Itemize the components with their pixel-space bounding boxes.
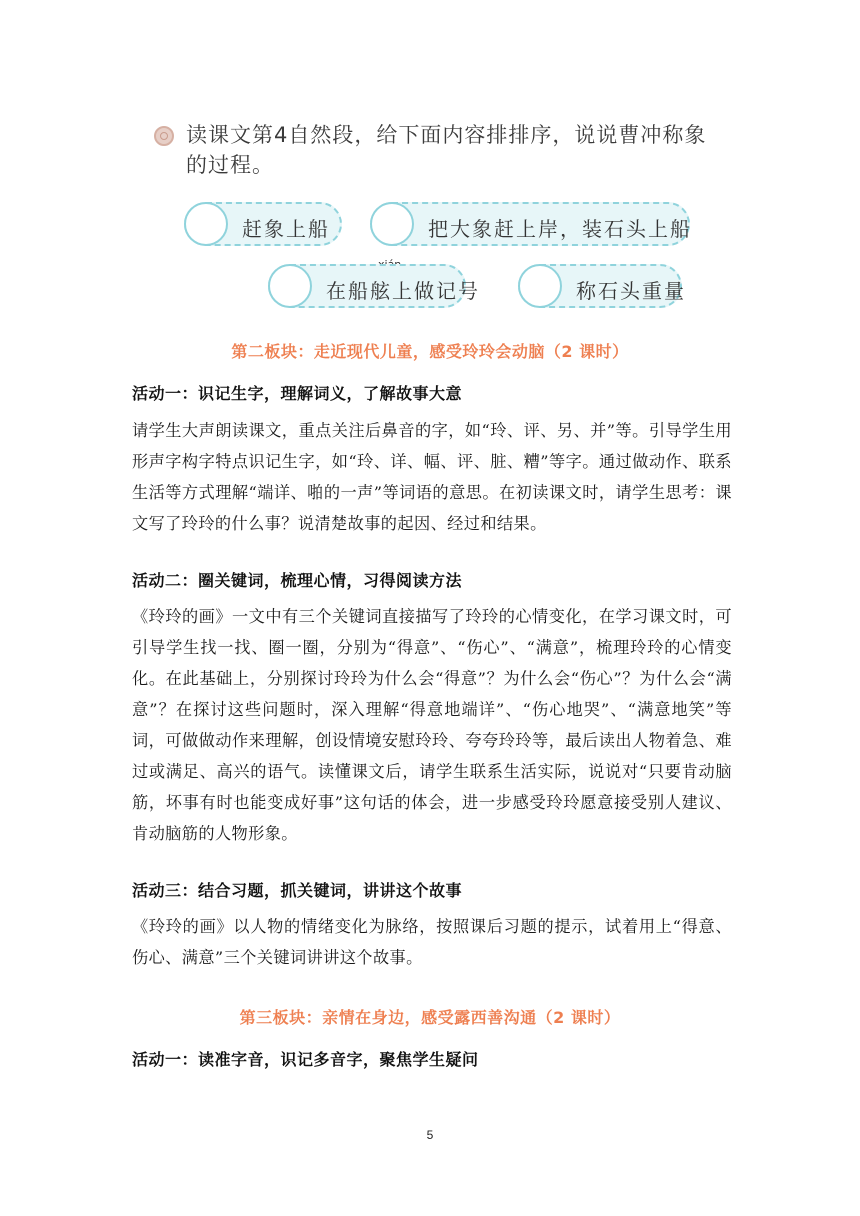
activity-heading: 活动三：结合习题，抓关键词，讲讲这个故事: [132, 881, 463, 900]
paragraph: 《玲玲的画》一文中有三个关键词直接描写了玲玲的心情变化，在学习课文时，可引导学生找一找、圈一圈，分别为“得意”、“伤心”、“满意”，梳理玲玲的心情变化。在此基础上，分别探讨玲玲为什么会“得意”？为什么会“伤心”？为什么会“满意”？在探讨这些问题时，深入理解“得意地端详”、“伤心地哭”、“满意地笑”等词，可做做动作来理解，创设情境安慰玲玲、夸夸玲玲等，最后读出人物着急、难过或满足、高兴的语气。读懂课文后，请学生联系生活实际，说说对“只要肯动脑筋，坏事有时也能变成好事”这句话的体会，进一步感受玲玲愿意接受别人建议、肯动脑筋的人物形象。: [132, 607, 732, 843]
exercise-figure: [140, 106, 744, 320]
option-text: 称石头重量: [576, 279, 686, 303]
page-number: 5: [426, 1128, 434, 1142]
activity-heading: 活动一：识记生字，理解词义，了解故事大意: [132, 384, 463, 403]
answer-circle: [518, 264, 562, 308]
option-pill: [268, 264, 480, 308]
option-pill: [370, 202, 690, 246]
exercise-prompt: 读课文第4自然段，给下面内容排排序，说说曹冲称象的过程。: [186, 123, 707, 177]
paragraph: 请学生大声朗读课文，重点关注后鼻音的字，如“玲、评、另、并”等。引导学生用形声字构字特点识记生字，如“玲、详、幅、评、脏、糟”等字。通过做动作、联系生活等方式理解“端详、啪的一声”等词语的意思。在初读课文时，请学生思考：课文写了玲玲的什么事？说清楚故事的起因、经过和结果。: [132, 421, 732, 533]
answer-circle: [184, 202, 228, 246]
option-text: 把大象赶上岸，装石头上船: [428, 217, 692, 241]
option-text: 赶象上船: [242, 217, 330, 241]
section-title: 第三板块：亲情在身边，感受露西善沟通（2 课时）: [239, 1008, 621, 1027]
option-pill: [518, 264, 686, 308]
option-text: 在船舷上做记号: [326, 279, 480, 303]
option-pill: [184, 202, 342, 246]
paragraph: 《玲玲的画》以人物的情绪变化为脉络，按照课后习题的提示，试着用上“得意、伤心、满意”三个关键词讲讲这个故事。: [132, 917, 732, 967]
answer-circle: [268, 264, 312, 308]
section-title: 第二板块：走近现代儿童，感受玲玲会动脑（2 课时）: [231, 342, 629, 361]
answer-circle: [370, 202, 414, 246]
activity-heading: 活动二：圈关键词，梳理心情，习得阅读方法: [132, 571, 463, 590]
gear-bullet-icon: [154, 126, 174, 146]
activity-heading: 活动一：读准字音，识记多音字，聚焦学生疑问: [132, 1050, 479, 1069]
